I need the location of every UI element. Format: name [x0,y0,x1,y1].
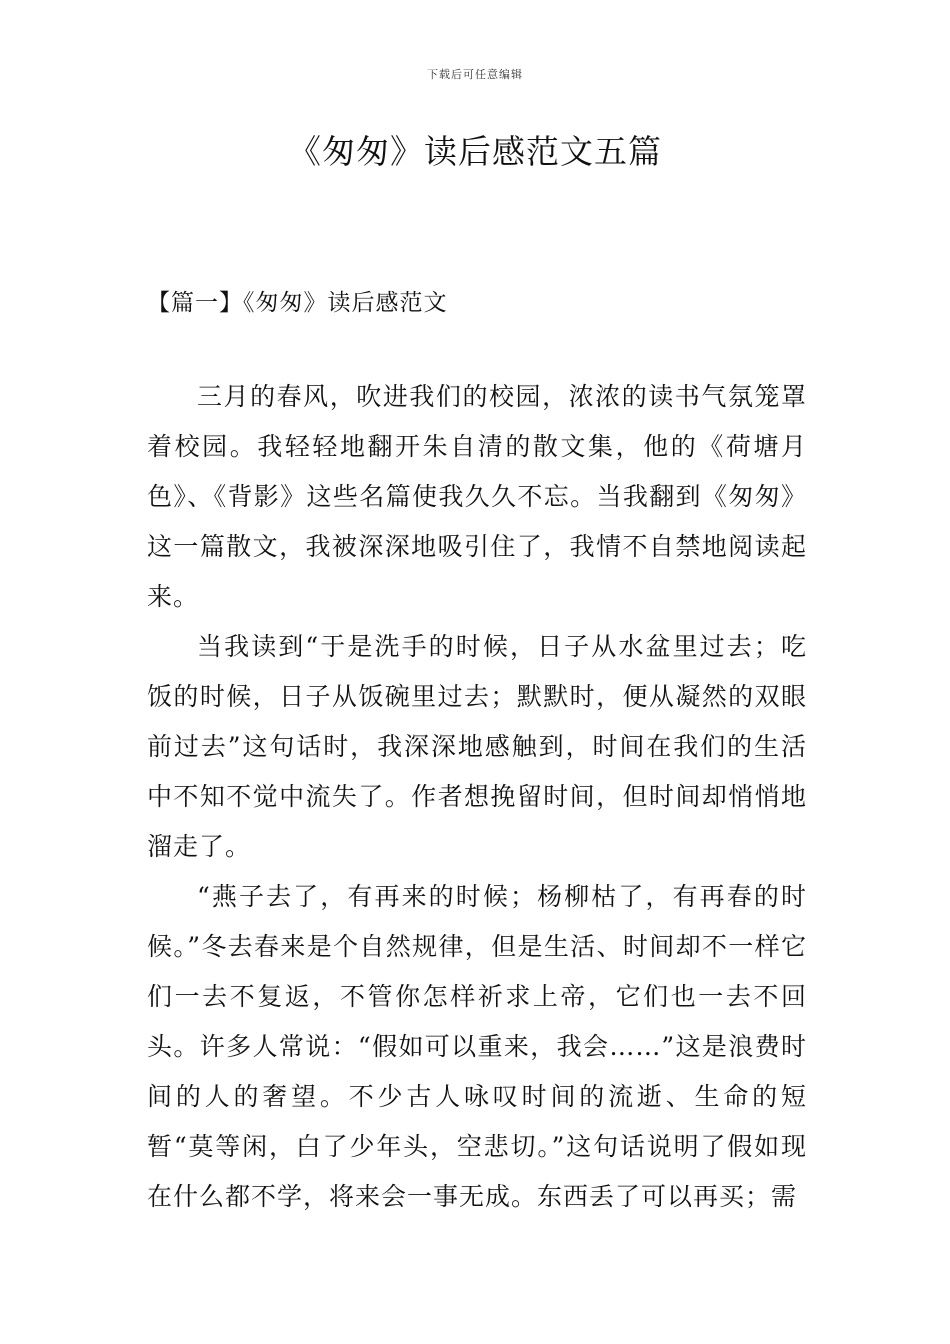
paragraph-3: “燕子去了，有再来的时候；杨柳枯了，有再春的时候。”冬去春来是个自然规律，但是生活、时间却不一样它们一去不复返，不管你怎样祈求上帝，它们也一去不回头。许多人常说：“假如可以重来，我会……”这是浪费时间的人的奢望。不少古人咏叹时间的流逝、生命的短暂“莫等闲，白了少年头，空悲切。”这句话说明了假如现在什么都不学，将来会一事无成。东西丢了可以再买；需 [147,882,807,1211]
body-text [147,372,807,1222]
paragraph-2: 当我读到“于是洗手的时候，日子从水盆里过去；吃饭的时候，日子从饭碗里过去；默默时，便从凝然的双眼前过去”这句话时，我深深地感触到，时间在我们的生活中不知不觉中流失了。作者想挽留时间，但时间却悄悄地溜走了。 [147,632,807,861]
paragraph-1: 三月的春风，吹进我们的校园，浓浓的读书气氛笼罩着校园。我轻轻地翻开朱自清的散文集，他的《荷塘月色》、《背影》这些名篇使我久久不忘。当我翻到《匆匆》这一篇散文，我被深深地吸引住了，我情不自禁地阅读起来。 [147,382,807,611]
section-heading: 【篇一】《匆匆》读后感范文 [147,290,448,316]
header-note: 下载后可任意编辑 [427,68,523,81]
document-title: 《匆匆》读后感范文五篇 [288,132,662,171]
